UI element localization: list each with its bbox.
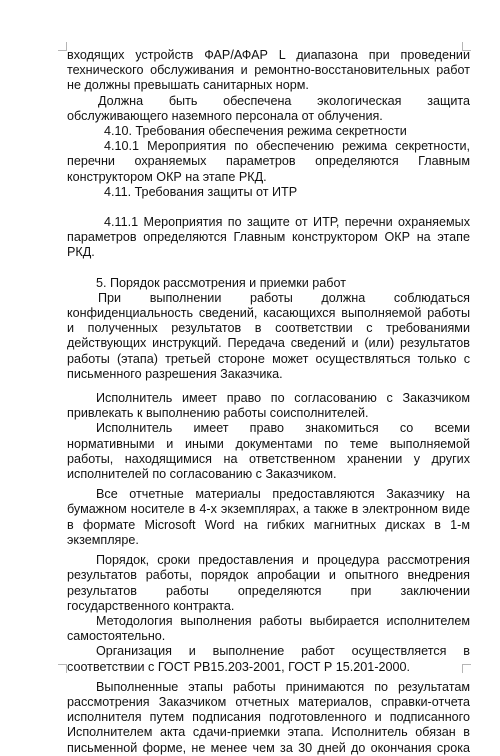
paragraph-report-materials: Все отчетные материалы предоставляются Заказчику на бумажном носителе в 4-х экземплярах, а также в электронном виде в формате Microsoft Word на гибких магнитных дисках в 1-м экземпляре. — [67, 487, 470, 547]
section-4-11-heading: 4.11. Требования защиты от ИТР — [104, 184, 298, 199]
paragraph-methodology: Методология выполнения работы выбирается исполнителем самостоятельно. — [67, 613, 470, 644]
paragraph-confidentiality: При выполнении работы должна соблюдаться конфиденциальность сведений, касающихся выполняемой работы и полученных результатов в соответствии с требованиями действующих инструкций. Передача сведений и (или) результатов работы (этапа) третьей стороне может осуществляться только с письменного разрешения Заказчика. — [67, 290, 470, 381]
paragraph-gost-standards: Организация и выполнение работ осуществляется в соответствии с ГОСТ РВ15.203-2001, ГОСТ Р 15.201-2000. — [67, 644, 470, 674]
paragraph-ecological-protection: Должна быть обеспечена экологическая защита обслуживающего наземного персонала от облучения. — [67, 93, 470, 123]
section-5-heading: 5. Порядок рассмотрения и приемки работ — [96, 275, 346, 290]
paragraph-review-procedure: Порядок, сроки предоставления и процедура рассмотрения результатов работы, порядок апробации и опытного внедрения результатов работы определяются при заключении государственного контракта. — [67, 553, 470, 613]
paragraph-sanitary-norms: входящих устройств ФАР/АФАР L диапазона при проведении технического обслуживания и ремонтно-восстановительных работ не должны превышать санитарных норм. — [67, 48, 470, 93]
paragraph-stage-acceptance: Выполненные этапы работы принимаются по результатам рассмотрения Заказчиком отчетных материалов, справки-отчета исполнителя путем подписания подготовленного и подписанного Исполнителем акта сдачи-приемки этапа. Исполнитель обязан в письменной форме, не менее чем за 30 дней до окончания срока — [67, 679, 470, 755]
paragraph-4-10-1: 4.10.1 Мероприятия по обеспечению режима секретности, перечни охраняемых параметров определяются Главным конструктором ОКР на этапе РКД. — [67, 139, 470, 184]
document-page — [67, 48, 470, 756]
crop-mark-bottom-left — [58, 664, 67, 673]
paragraph-4-11-1: 4.11.1 Мероприятия по защите от ИТР, перечни охраняемых параметров определяются Главным конструктором ОКР на этапе РКД. — [67, 215, 470, 260]
section-4-10-heading: 4.10. Требования обеспечения режима секретности — [104, 124, 407, 139]
paragraph-documents-access: Исполнитель имеет право знакомиться со всеми нормативными и иными документами по теме выполняемой работы, находящимися на ответственном хранении у других исполнителей по согласованию с Заказчиком. — [67, 421, 470, 482]
paragraph-subcontractors: Исполнитель имеет право по согласованию с Заказчиком привлекать к выполнению работы соисполнителей. — [67, 391, 470, 421]
crop-mark-top-left — [58, 42, 67, 51]
